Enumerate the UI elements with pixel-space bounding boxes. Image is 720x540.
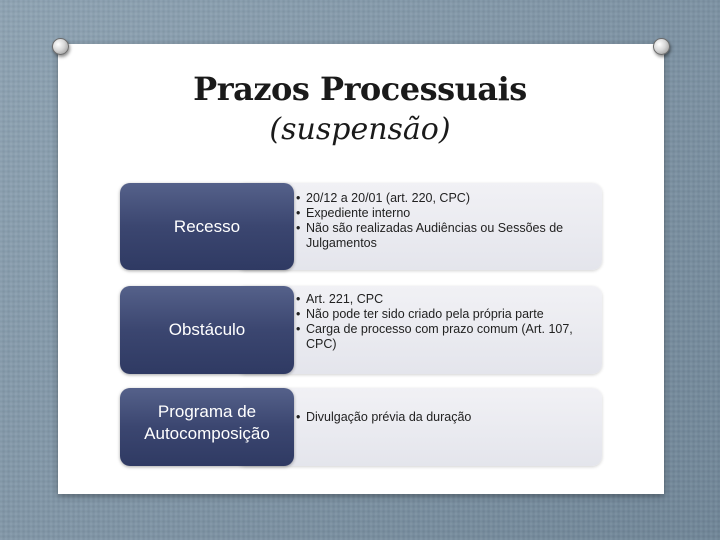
bullet-list: [296, 410, 592, 425]
bullet-item: • Expediente interno: [296, 206, 592, 221]
bullet-item: • Carga de processo com prazo comum (Art. 107, CPC): [296, 322, 592, 352]
bullet-list: [296, 292, 592, 352]
label-box: [120, 388, 294, 466]
label-text: Obstáculo: [168, 320, 246, 339]
slide-title: Prazos Processuais: [193, 70, 527, 108]
pushpin-icon: [653, 38, 670, 55]
label-box: [120, 286, 294, 374]
bullet-item: • Não são realizadas Audiências ou Sessões de Julgamentos: [296, 221, 592, 251]
bullet-item: • Divulgação prévia da duração: [296, 410, 592, 425]
slide-subtitle: (suspensão): [269, 112, 451, 147]
bullet-list: [296, 191, 592, 251]
label-text: Recesso: [173, 216, 241, 236]
label-box: [120, 183, 294, 270]
bullet-item: • Não pode ter sido criado pela própria parte: [296, 307, 592, 322]
bullet-item: • Art. 221, CPC: [296, 292, 592, 307]
label-line: Autocomposição: [144, 424, 270, 443]
bullet-item: • 20/12 a 20/01 (art. 220, CPC): [296, 191, 592, 206]
label-text: [144, 401, 270, 445]
label-line: Programa de: [157, 402, 257, 421]
pushpin-icon: [52, 38, 69, 55]
